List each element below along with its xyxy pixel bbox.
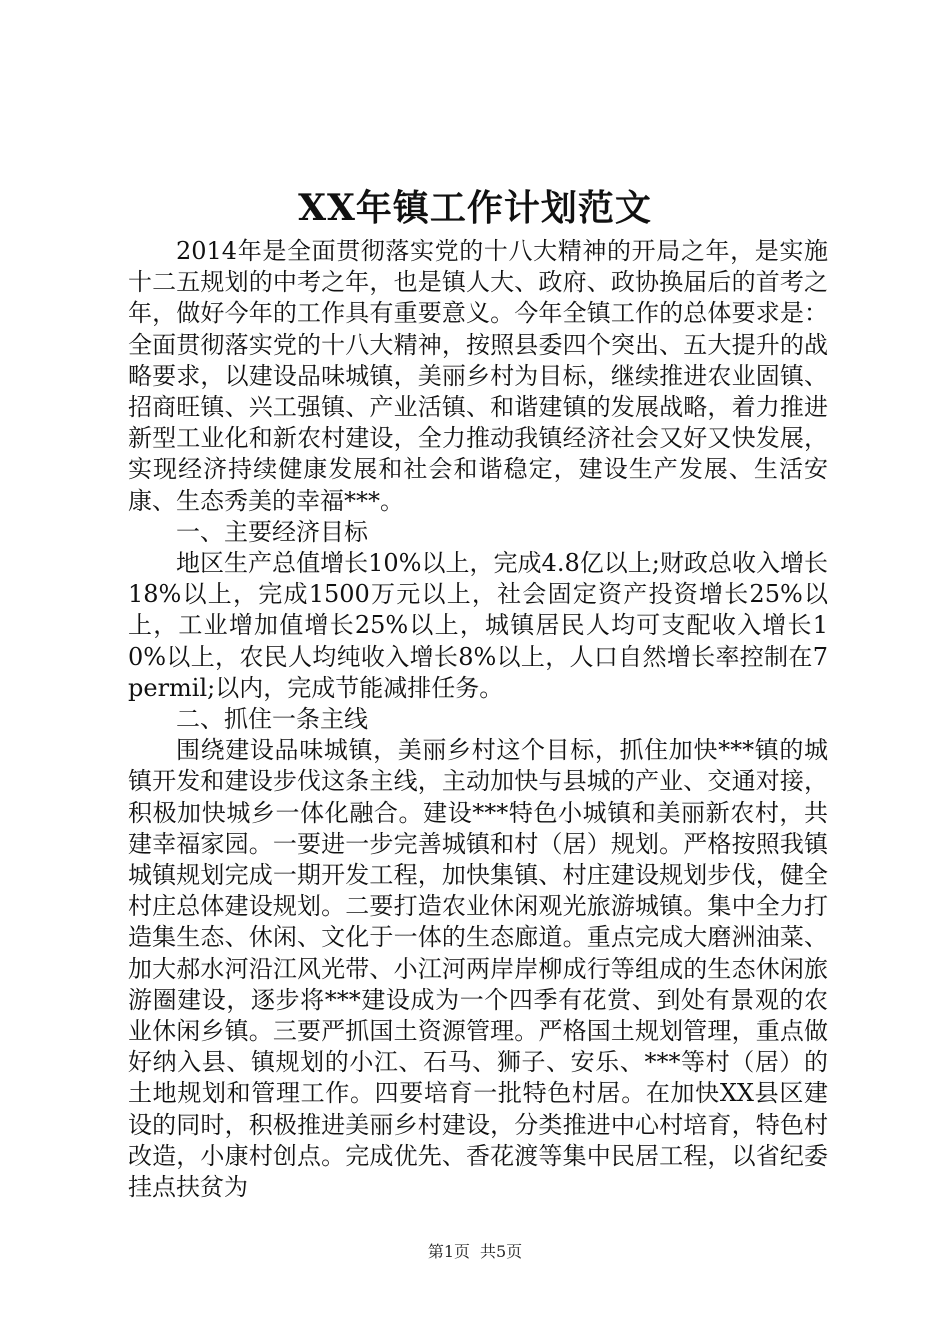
economic-targets-paragraph: 地区生产总值增长10%以上，完成4.8亿以上;财政总收入增长18%以上，完成1500万元以上，社会固定资产投资增长25%以上，工业增加值增长25%以上，城镇居民人均可支配收入增长10%以上，农民人均纯收入增长8%以上，人口自然增长率控制在7permil;以内，完成节能减排任务。: [128, 549, 828, 702]
section-heading-main-line: 二、抓住一条主线: [176, 705, 368, 734]
document-title: XX年镇工作计划范文: [298, 187, 652, 229]
page-footer: [0, 1241, 950, 1263]
page-total: 共5页: [480, 1242, 523, 1261]
main-line-paragraph: 围绕建设品味城镇，美丽乡村这个目标，抓住加快***镇的城镇开发和建设步伐这条主线，主动加快与县城的产业、交通对接，积极加快城乡一体化融合。建设***特色小城镇和美丽新农村，共建幸福家园。一要进一步完善城镇和村（居）规划。严格按照我镇城镇规划完成一期开发工程，加快集镇、村庄建设规划步伐，健全村庄总体建设规划。二要打造农业休闲观光旅游城镇。集中全力打造集生态、休闲、文化于一体的生态廊道。重点完成大磨洲油菜、加大郝水河沿江风光带、小江河两岸岸柳成行等组成的生态休闲旅游圈建设，逐步将***建设成为一个四季有花赏、到处有景观的农业休闲乡镇。三要严抓国土资源管理。严格国土规划管理，重点做好纳入县、镇规划的小江、石马、狮子、安乐、***等村（居）的土地规划和管理工作。四要培育一批特色村居。在加快XX县区建设的同时，积极推进美丽乡村建设，分类推进中心村培育，特色村改造，小康村创点。完成优先、香花渡等集中民居工程，以省纪委挂点扶贫为: [128, 736, 828, 1202]
section-heading-economic-targets: 一、主要经济目标: [176, 517, 368, 546]
intro-paragraph: 2014年是全面贯彻落实党的十八大精神的开局之年，是实施十二五规划的中考之年，也是镇人大、政府、政协换届后的首考之年，做好今年的工作具有重要意义。今年全镇工作的总体要求是：全面贯彻落实党的十八大精神，按照县委四个突出、五大提升的战略要求，以建设品味城镇，美丽乡村为目标，继续推进农业固镇、招商旺镇、兴工强镇、产业活镇、和谐建镇的发展战略，着力推进新型工业化和新农村建设，全力推动我镇经济社会又好又快发展，实现经济持续健康发展和社会和谐稳定，建设生产发展、生活安康、生态秀美的幸福***。: [128, 237, 828, 515]
document-body: [128, 236, 828, 1203]
page-number: 第1页: [427, 1242, 470, 1261]
